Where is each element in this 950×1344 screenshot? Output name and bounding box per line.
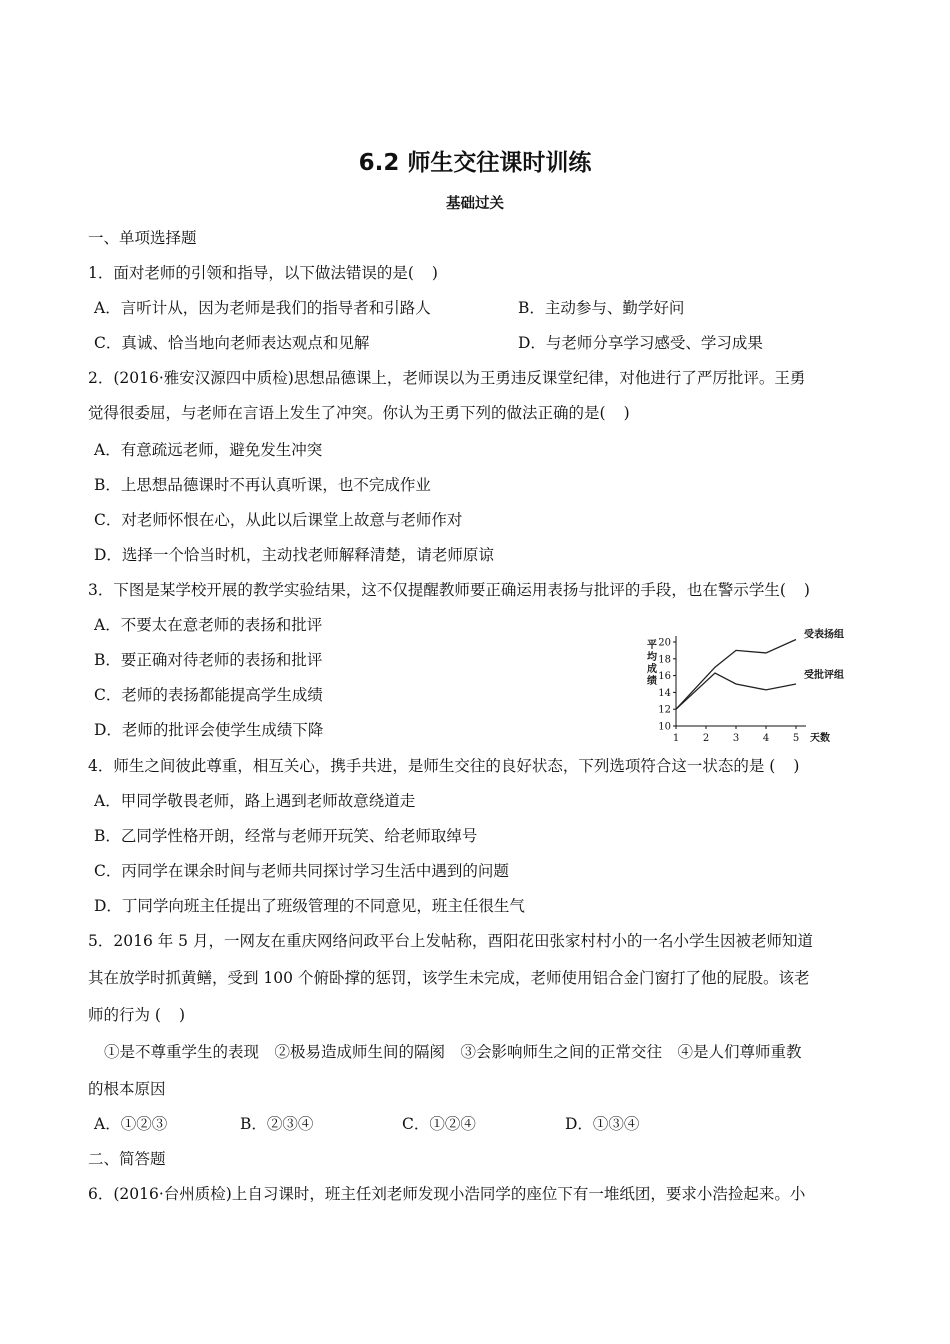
legend-praise-group: 受表扬组 (804, 629, 844, 641)
question-4-option-b: B．乙同学性格开朗，经常与老师开玩笑、给老师取绰号 (94, 827, 478, 845)
question-5-line-3 (88, 1005, 185, 1025)
section-heading-short-answer: 二、简答题 (88, 1150, 166, 1168)
question-1-option-b: B．主动参与、勤学好问 (518, 299, 685, 317)
y-tick-label: 14 (658, 687, 671, 699)
y-axis-label-char: 绩 (647, 676, 657, 687)
question-6-line-1: 6．(2016·台州质检)上自习课时，班主任刘老师发现小浩同学的座位下有一堆纸团，要求小浩捡起来。小 (88, 1185, 806, 1203)
y-tick-label: 10 (658, 721, 671, 733)
legend-criticism-group: 受批评组 (804, 670, 844, 682)
question-3-option-b: B．要正确对待老师的表扬和批评 (94, 651, 323, 669)
question-2-option-c: C．对老师怀恨在心，从此以后课堂上故意与老师作对 (94, 511, 463, 529)
question-4-option-a: A．甲同学敬畏老师，路上遇到老师故意绕道走 (94, 792, 416, 810)
question-3-option-a: A．不要太在意老师的表扬和批评 (94, 616, 323, 634)
question-5-paren-close: ) (178, 1006, 186, 1024)
question-3-text: 3．下图是某学校开展的教学实验结果，这不仅提醒教师要正确运用表扬与批评的手段，也在警示学生( (88, 581, 786, 599)
question-5-option-c: C．①②④ (402, 1115, 476, 1133)
question-2-line-2 (88, 403, 630, 423)
question-5-line-1: 5．2016 年 5 月，一网友在重庆网络问政平台上发帖称，酉阳花田张家村村小的一名小学生因被老师知道 (88, 932, 813, 950)
x-tick-label: 5 (792, 733, 800, 744)
x-tick-label: 1 (672, 733, 680, 744)
question-4-option-c: C．丙同学在课余时间与老师共同探讨学习生活中遇到的问题 (94, 862, 509, 880)
question-3-option-d: D．老师的批评会使学生成绩下降 (94, 721, 324, 739)
question-2-paren-close: ) (623, 404, 630, 422)
x-axis-label: 天数 (810, 733, 830, 744)
question-2-text: 觉得很委屈，与老师在言语上发生了冲突。你认为王勇下列的做法正确的是( (88, 404, 606, 422)
question-5-text: 师的行为 ( (88, 1006, 161, 1024)
y-axis-label-char: 平 (647, 640, 657, 651)
x-tick-label: 4 (762, 733, 770, 744)
y-tick-label: 18 (658, 654, 671, 666)
question-1-text: 1．面对老师的引领和指导，以下做法错误的是( (88, 264, 414, 282)
x-tick-label: 2 (702, 733, 710, 744)
question-3-paren-close: ) (803, 581, 810, 599)
question-5-statements: ①是不尊重学生的表现 ②极易造成师生间的隔阂 ③会影响师生之间的正常交往 ④是人们尊师重教 (104, 1043, 802, 1061)
question-2-option-b: B．上思想品德课时不再认真听课，也不完成作业 (94, 476, 431, 494)
series-line-1 (676, 673, 796, 709)
question-5-option-a: A．①②③ (94, 1115, 168, 1133)
question-5-option-d: D．①③④ (565, 1115, 640, 1133)
question-1-paren-close: ) (431, 264, 438, 282)
question-4-paren-close: ) (793, 757, 800, 775)
y-axis-label (647, 638, 657, 687)
series-line-0 (676, 639, 796, 709)
y-axis-label-char: 均 (647, 652, 657, 663)
question-2-option-d: D．选择一个恰当时机，主动找老师解释清楚，请老师原谅 (94, 546, 494, 564)
y-axis-label-char: 成 (647, 664, 657, 675)
question-2-line-1: 2．(2016·雅安汉源四中质检)思想品德课上，老师误以为王勇违反课堂纪律，对他进行了严厉批评。王勇 (88, 369, 806, 387)
question-1-stem (88, 263, 438, 283)
question-5-line-2: 其在放学时抓黄鳝，受到 100 个俯卧撑的惩罚，该学生未完成，老师使用铝合金门窗打了他的屁股。该老 (88, 969, 810, 987)
question-5-statements-cont: 的根本原因 (88, 1080, 166, 1098)
y-tick-label: 12 (658, 704, 671, 716)
question-3-option-c: C．老师的表扬都能提高学生成绩 (94, 686, 323, 704)
experiment-line-chart (640, 622, 870, 750)
question-2-option-a: A．有意疏远老师，避免发生冲突 (94, 441, 323, 459)
question-5-option-b: B．②③④ (240, 1115, 314, 1133)
question-3-stem (88, 580, 810, 600)
question-4-stem (88, 756, 799, 776)
page-subtitle: 基础过关 (446, 196, 504, 212)
x-tick-label: 3 (732, 733, 740, 744)
question-4-option-d: D．丁同学向班主任提出了班级管理的不同意见，班主任很生气 (94, 897, 525, 915)
question-1-option-d: D．与老师分享学习感受、学习成果 (518, 334, 763, 352)
question-4-text: 4．师生之间彼此尊重，相互关心，携手共进，是师生交往的良好状态，下列选项符合这一状态的是 ( (88, 757, 776, 775)
y-tick-label: 20 (658, 637, 671, 649)
question-1-option-a: A．言听计从，因为老师是我们的指导者和引路人 (94, 299, 431, 317)
y-tick-label: 16 (658, 671, 671, 683)
section-heading-choice: 一、单项选择题 (88, 229, 197, 247)
page-title: 6.2 师生交往课时训练 (358, 150, 592, 176)
question-1-option-c: C．真诚、恰当地向老师表达观点和见解 (94, 334, 370, 352)
